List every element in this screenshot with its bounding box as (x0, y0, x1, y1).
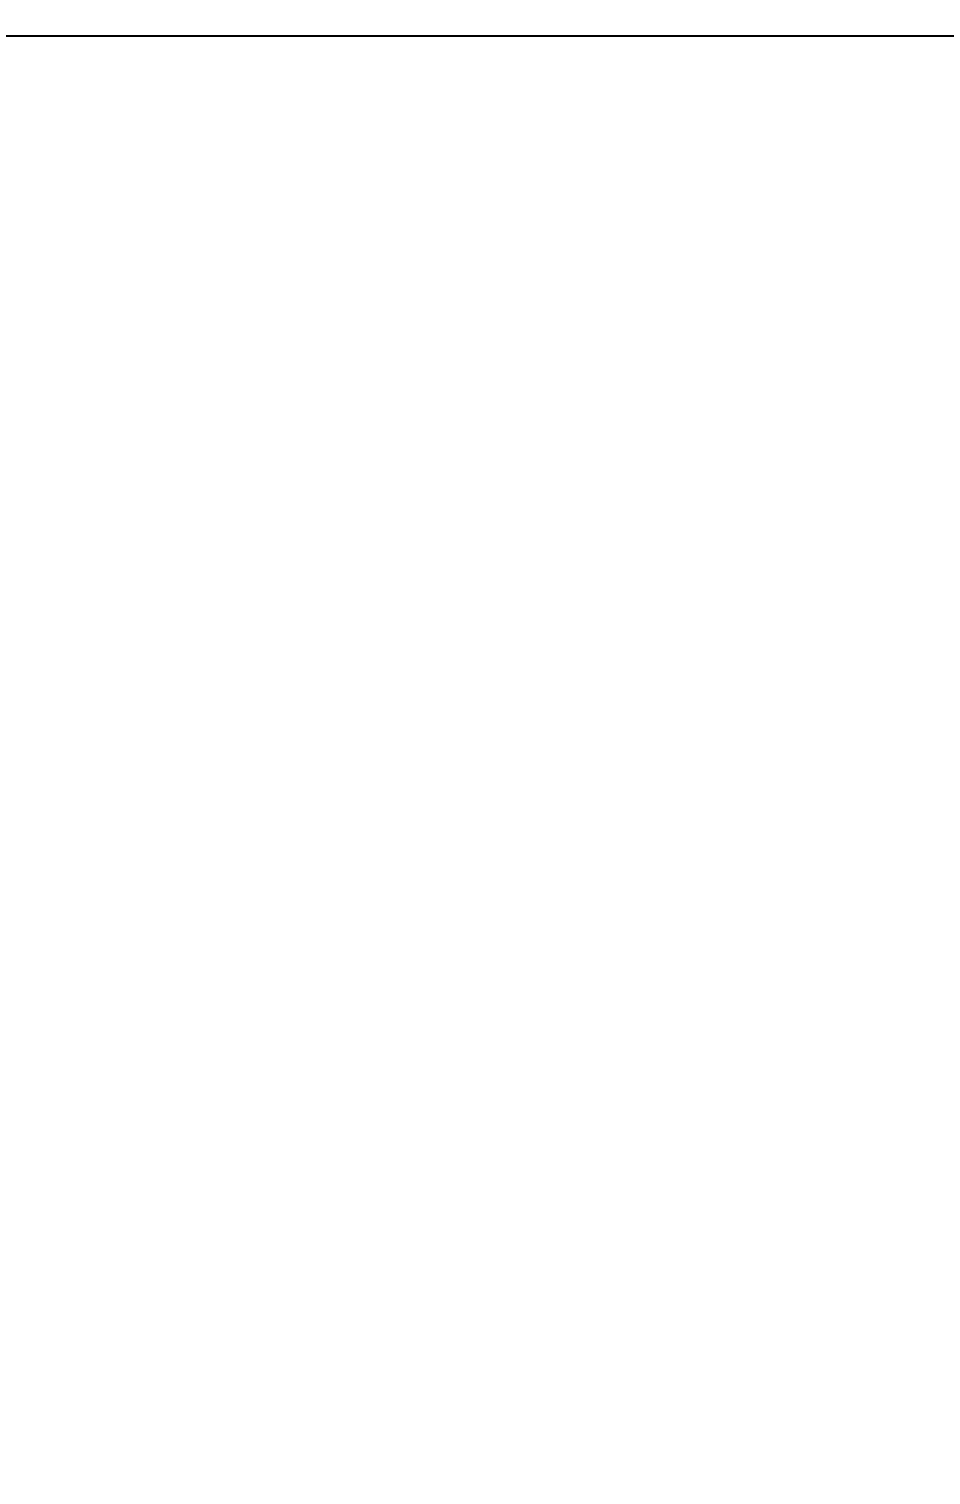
chart-panel-wrz1 (6, 522, 462, 754)
header-rule (6, 35, 954, 37)
chart-panel-m (478, 538, 954, 754)
chart-d (6, 278, 462, 540)
chart-panel-d (6, 278, 462, 540)
chart-m (478, 538, 954, 754)
chart-panel-wrz2 (478, 283, 954, 543)
chart-wrz2 (478, 283, 954, 543)
chart-wrz1 (6, 522, 462, 754)
